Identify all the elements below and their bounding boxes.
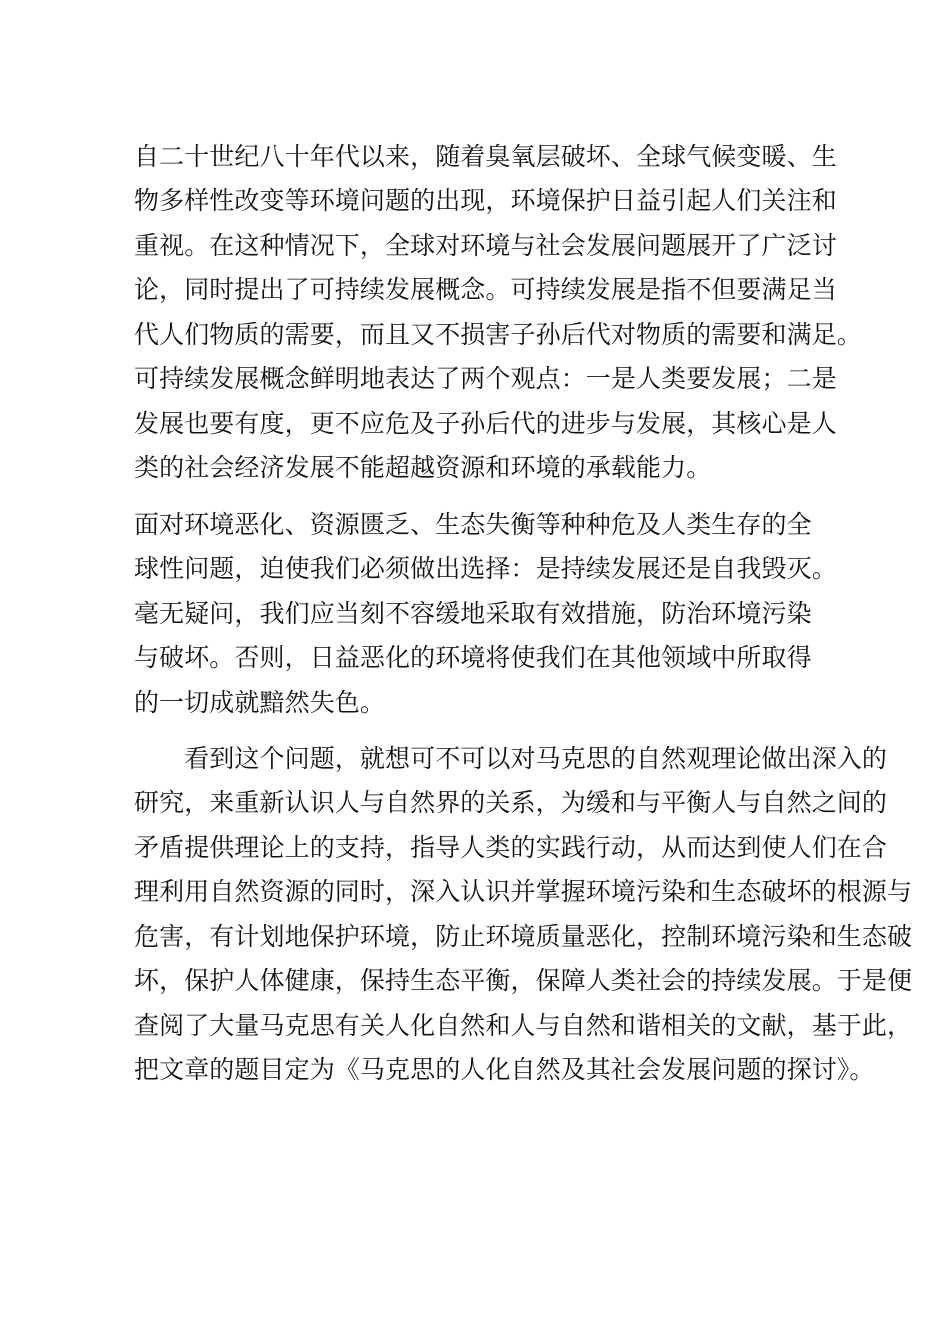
text-line: 毫无疑问，我们应当刻不容缓地采取有效措施，防治环境污染: [134, 599, 812, 628]
text-line: 坏，保护人体健康，保持生态平衡，保障人类社会的持续发展。于是便: [134, 966, 913, 995]
text-line: 理利用自然资源的同时，深入认识并掌握环境污染和生态破坏的根源与: [134, 877, 913, 906]
text-line: 把文章的题目定为《马克思的人化自然及其社会发展问题的探讨》。: [134, 1055, 875, 1084]
text-line: 类的社会经济发展不能超越资源和环境的承载能力。: [134, 453, 712, 482]
text-line: 查阅了大量马克思有关人化自然和人与自然和谐相关的文献，基于此，: [134, 1011, 913, 1040]
text-line: 的一切成就黯然失色。: [134, 688, 386, 717]
text-line: 球性问题，迫使我们必须做出选择：是持续发展还是自我毁灭。: [134, 554, 837, 583]
text-line: 与破坏。否则，日益恶化的环境将使我们在其他领域中所取得: [134, 643, 812, 672]
text-line: 物多样性改变等环境问题的出现，环境保护日益引起人们关注和: [134, 186, 837, 215]
paragraph-3: [134, 744, 913, 1084]
text-line: 发展也要有度，更不应危及子孙后代的进步与发展，其核心是人: [134, 409, 837, 438]
text-line: 看到这个问题，就想可不可以对马克思的自然观理论做出深入的: [134, 744, 888, 773]
text-line: 面对环境恶化、资源匮乏、生态失衡等种种危及人类生存的全: [134, 510, 812, 539]
paragraph-2: [134, 510, 837, 717]
text-line: 危害，有计划地保护环境，防止环境质量恶化，控制环境污染和生态破: [134, 922, 913, 951]
text-line: 代人们物质的需要，而且又不损害子孙后代对物质的需要和满足。: [134, 320, 862, 349]
text-line: 论，同时提出了可持续发展概念。可持续发展是指不但要满足当: [134, 275, 837, 304]
text-line: 矛盾提供理论上的支持，指导人类的实践行动，从而达到使人们在合: [134, 833, 888, 862]
text-line: 研究，来重新认识人与自然界的关系，为缓和与平衡人与自然之间的: [134, 788, 888, 817]
text-line: 重视。在这种情况下，全球对环境与社会发展问题展开了广泛讨: [134, 231, 837, 260]
text-line: 自二十世纪八十年代以来，随着臭氧层破坏、全球气候变暖、生: [134, 142, 837, 171]
paragraph-1: [134, 142, 862, 482]
text-line: 可持续发展概念鲜明地表达了两个观点：一是人类要发展；二是: [134, 364, 837, 393]
